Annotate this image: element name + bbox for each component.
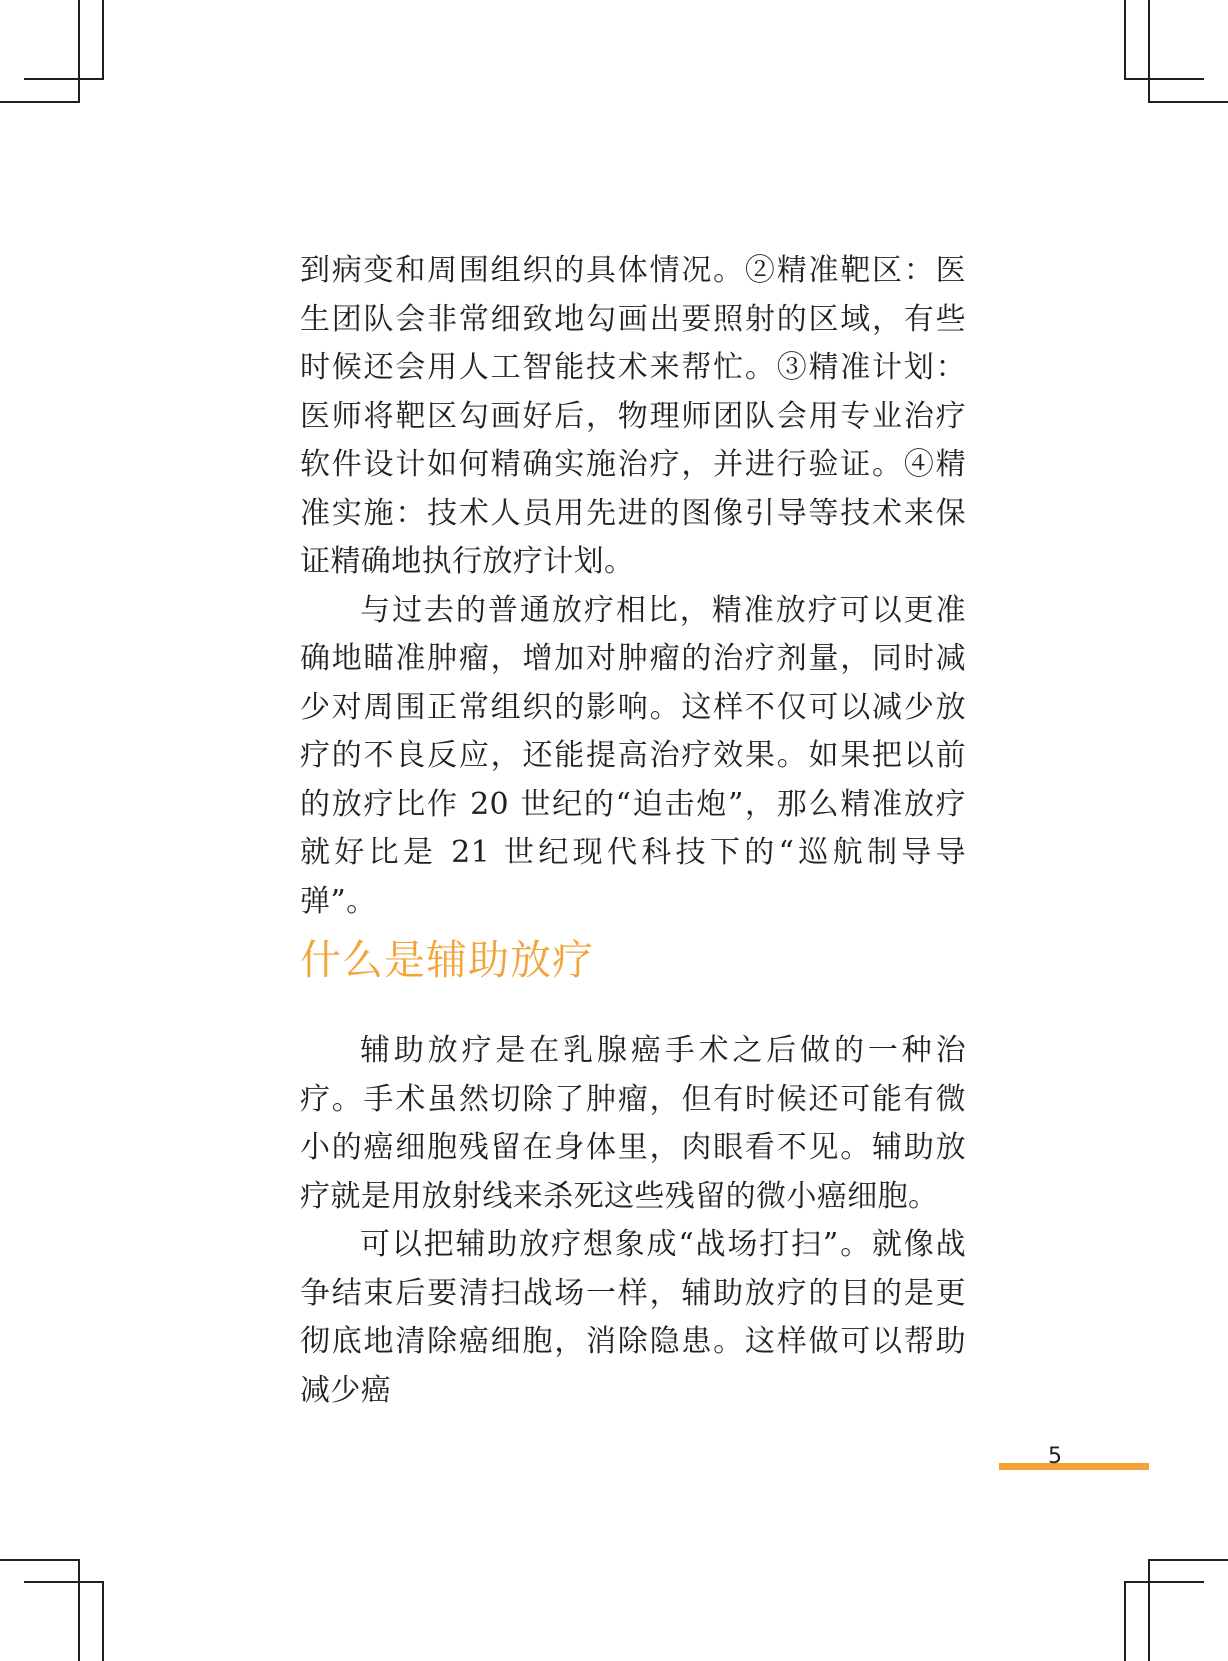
crop-mark-top-left-horizontal: [0, 101, 80, 103]
section-heading-adjuvant-radiotherapy: 什么是辅助放疗: [300, 936, 594, 984]
crop-mark-bottom-left-horizontal-inner: [24, 1581, 104, 1583]
section-adjuvant-radiotherapy: [300, 1027, 966, 1415]
crop-mark-top-right-vertical: [1148, 0, 1150, 103]
crop-mark-top-right-horizontal-inner: [1124, 78, 1204, 80]
crop-mark-bottom-right-vertical-inner: [1124, 1581, 1126, 1661]
paragraph-precision-steps: 到病变和周围组织的具体情况。②精准靶区：医生团队会非常细致地勾画出要照射的区域，有些时候还会用人工智能技术来帮忙。③精准计划：医师将靶区勾画好后，物理师团队会用专业治疗软件设计如何精确实施治疗，并进行验证。④精准实施：技术人员用先进的图像引导等技术来保证精确地执行放疗计划。: [300, 253, 966, 579]
crop-mark-bottom-left-vertical-inner: [102, 1581, 104, 1661]
page-number: 5: [1048, 1444, 1062, 1469]
crop-mark-top-right-vertical-inner: [1124, 0, 1126, 80]
crop-mark-bottom-left-horizontal: [0, 1559, 80, 1561]
paragraph-precision-comparison: 与过去的普通放疗相比，精准放疗可以更准确地瞄准肿瘤，增加对肿瘤的治疗剂量，同时减少对周围正常组织的影响。这样不仅可以减少放疗的不良反应，还能提高治疗效果。如果把以前的放疗比作 20 世纪的“迫击炮”，那么精准放疗就好比是 21 世纪现代科技下的“巡航制导导弹”。: [300, 592, 966, 919]
crop-mark-top-right-horizontal: [1148, 101, 1228, 103]
section-precision-radiotherapy: [300, 247, 966, 926]
page-number-bar: [999, 1463, 1149, 1470]
crop-mark-top-left-vertical: [78, 0, 80, 103]
crop-mark-bottom-right-vertical: [1148, 1559, 1150, 1661]
crop-mark-bottom-left-vertical: [78, 1559, 80, 1661]
paragraph-adjuvant-definition: 辅助放疗是在乳腺癌手术之后做的一种治疗。手术虽然切除了肿瘤，但有时候还可能有微小的癌细胞残留在身体里，肉眼看不见。辅助放疗就是用放射线来杀死这些残留的微小癌细胞。: [300, 1033, 966, 1214]
crop-mark-bottom-right-horizontal-inner: [1124, 1581, 1204, 1583]
crop-mark-top-left-vertical-inner: [102, 0, 104, 80]
crop-mark-top-left-horizontal-inner: [24, 78, 104, 80]
crop-mark-bottom-right-horizontal: [1148, 1559, 1228, 1561]
paragraph-adjuvant-analogy: 可以把辅助放疗想象成“战场打扫”。就像战争结束后要清扫战场一样，辅助放疗的目的是更彻底地清除癌细胞，消除隐患。这样做可以帮助减少癌: [300, 1227, 966, 1408]
